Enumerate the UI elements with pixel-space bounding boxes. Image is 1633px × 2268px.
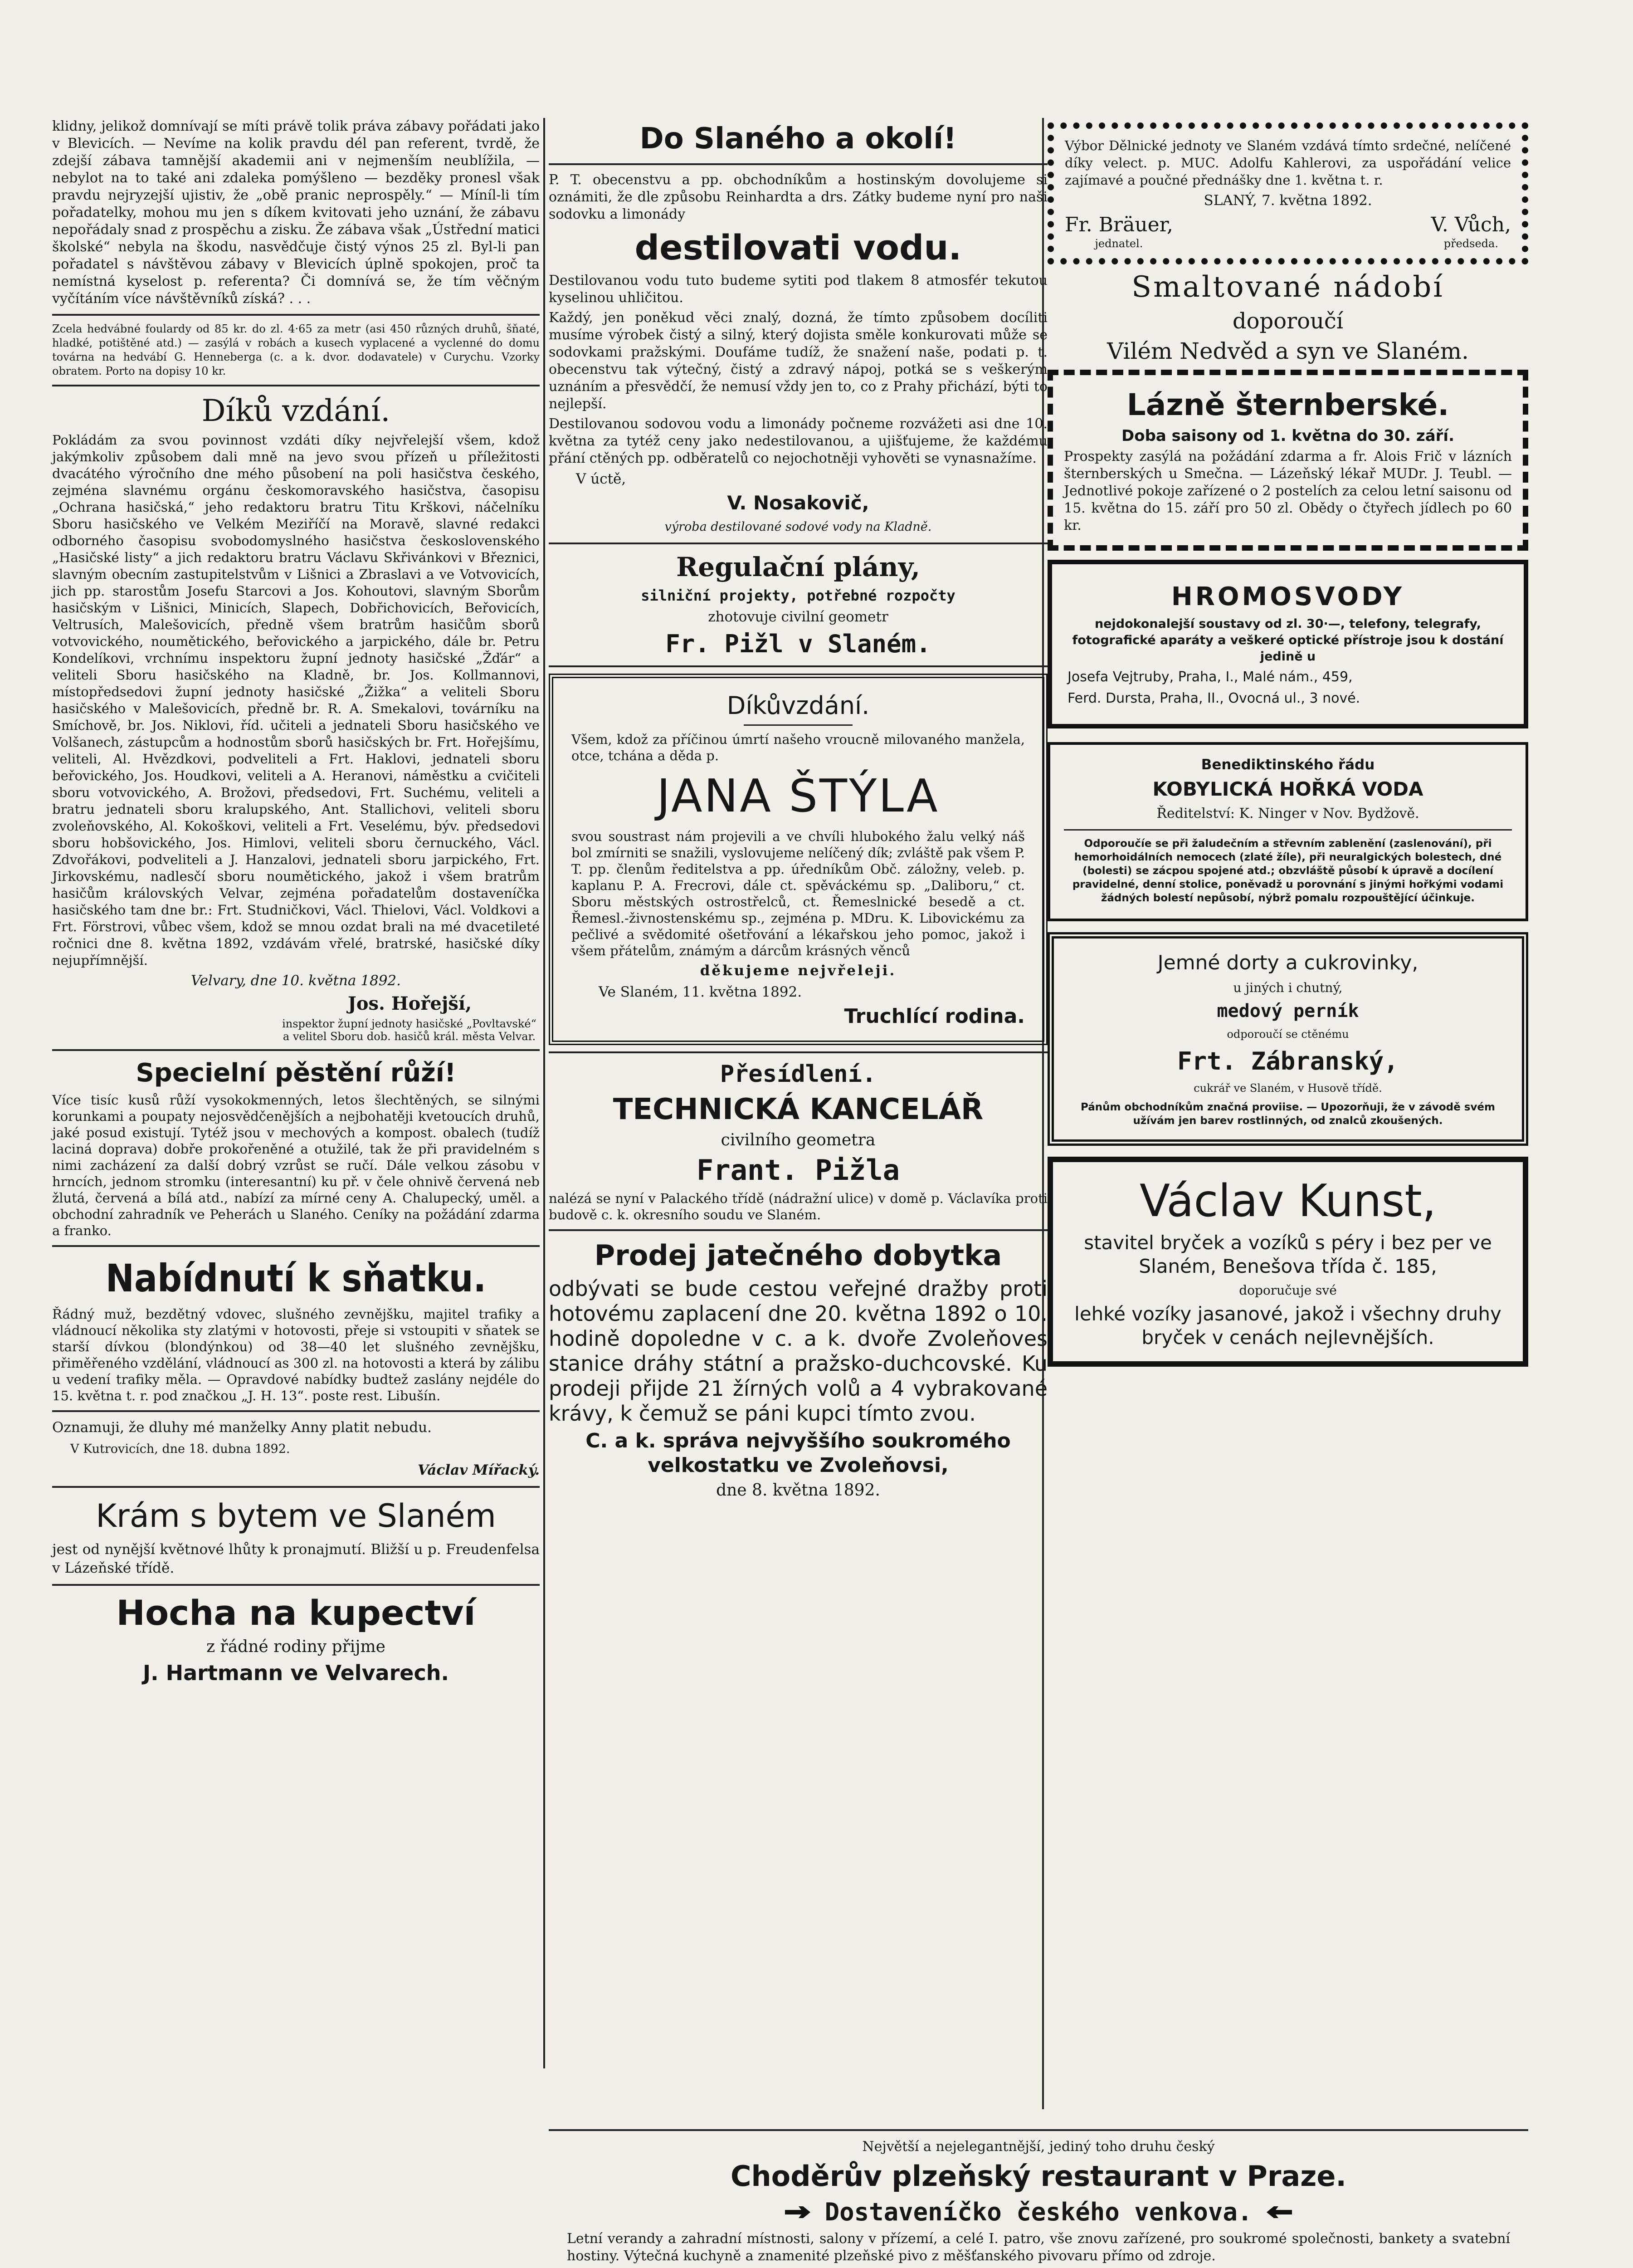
dorty-sub: u jiných i chutný, [1233,980,1343,995]
article-intro: klidny, jelikož domnívají se míti právě tolik práva zábavy pořádati jako v Blevicích. — Nevíme na kolik pravdu dél pan referent, tvrdě, že zdejší zábava tamnější akademii ani v nejmenším neublížila, — nebylot na to také ani zdaleka pomýšleno — bezděky pronesl však pravdu nejryzejší ujistiv, že „obě pranic neprospěly.“ — Míníl-li tím pořadatelky, mohou mu jen s díkem kvitovati jeho uznání, že zábavu nepořádaly snad z prospěchu a zisku. Že zábava však „Ústřední matici školské“ nebyla na škodu, nasvědčuje čistý výnos 25 zl. Byl-li pan pořadatel s návštěvou zábavy v Blevicích úplně spokojen, proč ta nemístná kyselost p. referenta? Či domnívá se, že tím věčným vyčítáním více návštěvníků získá? . . . [52,118,540,307]
kunst-box [1048,1157,1528,1367]
kunst-sub: stavitel bryček a vozíků s péry i bez per ve Slaném, Benešova třída č. 185, [1084,1232,1492,1277]
dobytek-title: Prodej jatečného dobytka [594,1239,1002,1272]
nadobi-title: Smaltované nádobí [1131,270,1444,304]
dluhy-text: Oznamuji, že dluhy mé manželky Anny platit nebudu. [52,1419,432,1436]
vybor-sig-2 [1431,213,1511,250]
column-rule [543,118,545,2068]
vybor-sig-2-role: předseda. [1443,237,1498,250]
snatek-text: Řádný muž, bezdětný vdovec, slušného zevnějšku, majitel trafiky a vládnoucí několika sty zlatými v hotovosti, přeje si vstoupiti v sňatek se starší dívkou (blondýnkou) od 38—40 let slušného zevnějšku, přiměřeného vzdělání, vládnoucí as 300 zl. na hotovosti a která by zálibu u vedení trafiky měla. — Opravdové nabídky budtež zaslány nejdéle do 15. května t. r. pod značkou „J. H. 13“. poste rest. Libušín. [52,1306,540,1403]
column-left [52,118,540,1688]
kancelar-text: nalézá se nyní v Palackého třídě (nádražní ulice) v domě p. Václavíka proti budově c. k. okresního soudu ve Slaném. [549,1191,1048,1222]
kunst-text: lehké vozíky jasanové, jakož i všechny druhy bryček v cenách nejlevnějších. [1074,1303,1501,1349]
hoch-title: Hocha na kupectví [116,1593,476,1633]
diky-text: Pokládám za svou povinnost vzdáti díky nejvřelejší všem, kdož jakýmkoliv způsobem dali mně na jevo svou přízeň u příležitosti dvacátého výročního dne mého působení na poli hasičstva českého, zejména slavnému orgánu českomoravského hasičstva, časopisu „Ochrana hasičská,“ jeho redaktoru bratru Titu Krškovi, náčelníku Sboru hasičského ve Velkém Meziříčí na Moravě, slavné redakci odborného časopisu svobodomyslného hasičstva československého „Hasičské listy“ a jich redaktoru bratru Václavu Skřivánkovi v Březnici, slavným obecním zastupitelstvům v Lišnici a Zbraslavi a ve Votvovicích, jich pp. starostům Josefu Starcovi a Jos. Kohoutovi, slavným Sborům hasičským v Lišnici, Minicích, Slapech, Dobřichovicích, Beřovicích, Veltrusích, Malešovicích, předně všem bratrům hasičům sborů votvovického, noumětického, beřovického a jarpického, dále br. Petru Kondelíkovi, vrchnímu inspektoru župní jednoty hasičské „Žďár“ a veliteli Sboru hasičského na Kladně, br. Jos. Kollmannovi, místopředsedovi župní jednoty hasičské „Žižka“ a veliteli Sboru hasičského v Malešovicích, předně br. R. A. Smekalovi, továrníku na Smíchově, br. Jos. Niklovi, říd. učiteli a jednateli Sboru hasičského ve Volšanech, zástupcům a hodnostům sborů hasičských br. Frt. Hořejšímu, veliteli, Al. Hvězdkovi, podveliteli a Frt. Haklovi, jednateli sboru beřovického, Jos. Houdkovi, veliteli a A. Heranovi, náměstku a cvičiteli sboru votvovického, A. Brožovi, předsedovi, Frt. Suchému, veliteli a bratru jednateli sboru kralupského, Ant. Stallichovi, veliteli sboru zvoleňovského, Al. Kokoškovi, veliteli a Frt. Veselému, býv. předsedovi sboru hobšovického, Jos. Himlovi, veliteli sboru černuckého, Václ. Zdvořákovi, podveliteli a J. Hanzalovi, jednateli sboru jarpického, Frt. Jirkovskému, nadlesčí sboru noumětického, jakož i všem bratrům hasičům královských Velvar, zejména pořadatelům dostaveníčka hasičského tam dne br.: Frt. Studničkovi, Václ. Thielovi, Václ. Voldkovi a Frt. Förstrovi, vůbec všem, kdož se mnou ozdat brali na mé dvacetileté ročnici dne 8. května 1892, vzdávám vřelé, bratrské, hasičské díky nejupřímnější. [52,432,540,968]
divider [1064,829,1512,831]
kancelar-title: Přesídlení. [720,1061,877,1088]
restaurant-sub [549,2197,1528,2228]
divider [52,1486,540,1488]
restaurant-ad [549,2123,1528,2268]
hrom-box [1048,560,1528,728]
voda-signature: V. Nosakovič, [727,492,869,514]
divider [549,665,1048,667]
divider [52,1584,540,1586]
voda2-title: KOBYLICKÁ HOŘKÁ VODA [1152,778,1423,800]
divider [549,2129,1528,2131]
vybor-signatures [1065,213,1511,250]
kancelar-name: Frant. Pižla [697,1154,900,1187]
divider [744,724,853,726]
pointing-hand-icon [1266,2205,1293,2219]
foulard-ad: Zcela hedvábné foulardy od 85 kr. do zl. 4·65 za metr (asi 450 různých druhů, šňaté, hladké, potištěné atd.) — zasýlá v robách a kusech vyplacené a vyclenné do domu továrna na hedvábí G. Henneberga (c. a k. dvor. dodavatele) v Curychu. Vzorky obratem. Porto na dopisy 10 kr. [52,323,540,377]
ruze-title: Specielní pěstění růží! [136,1058,456,1088]
restaurant-pre: Největší a nejelegantnější, jediný toho druhu český [862,2139,1215,2155]
column-middle [549,118,1048,1503]
hrom-text: nejdokonalejší soustavy od zl. 30·—, telefony, telegrafy, fotografické aparáty a veškeré optické přístroje jsou k dostání jedině u [1072,617,1504,664]
vybor-sig-1-role: jednatel. [1095,237,1143,250]
kunst-doporucuje: doporučuje své [1239,1283,1337,1298]
obit-title: Díkůvzdání. [726,691,870,720]
obit-text-1: Všem, kdož za příčinou úmrtí našeho vroucně milovaného manžela, otce, tchána a děda p. [571,732,1025,763]
voda-text-4: Destilovanou sodovou vodu a limonády počneme rozvážeti asi dne 10. května za tytéž ceny jako nedestilovanou, a ujišťujeme, že každému přání ctěných pp. odběratelů co nejochotněji vyhověti se vynasnažíme. [549,416,1048,466]
obit-thanks: děkujeme nejvřeleji. [700,963,897,979]
dobytek-date: dne 8. května 1892. [716,1481,880,1500]
snatek-title: Nabídnutí k sňatku. [105,1256,487,1300]
dobytek-text: odbývati se bude cestou veřejné dražby proti hotovému zaplacení dne 20. května 1892 o 10. hodině dopoledne v c. a k. dvoře Zvoleňoves stanice dráhy státní a pražsko-duchcovské. Ku prodeji přijde 21 žírných volů a 4 vybrakované krávy, k čemuž se páni kupci tímto zvou. [549,1276,1048,1426]
dorty-pernik: medový perník [1217,1001,1359,1022]
dorty-role: cukrář ve Slaném, v Husově třídě. [1194,1082,1382,1095]
restaurant-text: Letní verandy a zahradní místnosti, salony v přízemí, a celé I. patro, vše znovu zařízené, pro soukromé společnosti, bankety a svatební hostiny. Výtečná kuchyně a znamenité plzeňské pivo z měšťanského pivovaru přímo od zdroje. [567,2231,1510,2264]
ruze-text: Více tisíc kusů růží vysokokmenných, letos šlechtěných, se silnými korunkami a poupaty nejosvědčenějších a nejbohatěji kvetoucích druhů, jaké posud existují. Tytéž jsou v mechových a kompost. obalech (tudíž laciná doprava) dobře prokořeněné a otužilé, tak že při pravidelném s nimi zacházení za další dobrý vzrůst se ručí. Dále velkou zásobu v hrncích, jednom stromku (interesantní) ku př. v čele ohnivě červená neb žlutá, červená a bílá atd., nabízí za mírné ceny A. Chalupecký, uměl. a obchodní zahradník ve Peherách u Slaného. Ceníky na požádání zdarma a franko. [52,1092,540,1238]
obit-signature: Truchlící rodina. [844,1005,1025,1028]
dluhy-place: V Kutrovicích, dne 18. dubna 1892. [70,1442,290,1456]
kram-title: Krám s bytem ve Slaném [96,1497,496,1535]
voda-text-2: Destilovanou vodu tuto budeme sytiti pod tlakem 8 atmosfér tekutou kyselinou uhličitou. [549,273,1048,306]
divider [52,385,540,386]
plany-signature: Fr. Pižl v Slaném. [665,630,931,658]
plany-title: Regulační plány, [676,552,920,582]
hoch-signature: J. Hartmann ve Velvarech. [143,1661,449,1685]
vybor-sig-2-name: V. Vůch, [1431,213,1511,236]
voda-text-1: P. T. obecenstvu a pp. obchodníkům a hostinským dovolujeme si oznámiti, že dle způsobu Reinhardta a drs. Zátky budeme nyní pro naši sodovku a limonády [549,172,1048,222]
diky-title: Díků vzdání. [201,393,390,428]
voda-signature-role: výroba destilované sodové vody na Kladně. [664,520,932,534]
divider [52,1245,540,1247]
diky-place: Velvary, dne 10. května 1892. [190,973,401,989]
diky-signature-role: inspektor župní jednoty hasičské „Povltavské“ a velitel Sboru dob. hasičů král. města Velvar. [282,1017,536,1043]
diky-signature: Jos. Hořejší, [347,993,472,1014]
voda2-sub: Ředitelství: K. Ninger v Nov. Bydžově. [1156,806,1419,821]
dorty-text: Pánům obchodníkům značná proviise. — Upozorňuji, že v závodě svém užívám jen barev rostlinných, od znalců zkoušených. [1081,1101,1495,1127]
vybor-place: SLANÝ, 7. května 1892. [1204,192,1372,209]
vybor-text: Výbor Dělnické jednoty ve Slaném vzdává tímto srdečné, nelíčené díky velect. p. MUC. Adolfu Kahlerovi, za uspořádání velice zajímavé a poučné přednášky dne 1. května t. r. [1065,138,1511,188]
plany-sub: silniční projekty, potřebné rozpočty [641,587,955,604]
kancelar-big: TECHNICKÁ KANCELÁŘ [613,1093,984,1126]
obit-text-2: svou soustrast nám projevili a ve chvíli hlubokého žalu velký náš bol zmírniti se snažili, vyslovujeme nelíčený dík; zvláště pak všem P. T. pp. členům ředitelstva a pp. úředníkům Obč. záložny, veleb. p. kaplanu P. A. Frecrovi, dále ct. spěváckému sp. „Daliboru,“ ct. Sboru městských ostrostřelců, ct. Řemeslnické besedě a ct. Řemesl.-živnostenskému sp., zejména p. MDru. K. Libovickému za pečlivé a svědomité ošetřování a lékařskou jeho pomoc, jakož i všem přátelům, známým a dárcům krásných věnců [571,829,1025,958]
divider [52,1049,540,1051]
obit-name: JANA ŠTÝLA [657,769,940,822]
voda2-text: Odporoučíe se při žaludečním a střevním zablenění (zaslenování), při hemorhoidálních nemocech (zlaté žíle), při neuralgických bolestech, dné (bolesti) se zácpou spojené atd.; obzvláště působí k úpravě a docílení pravidelné, denní stolice, poněvadž u porovnání s jinými hořkými vodami žádných bolestí nepůsobí, nýbrž pomalu rozpouštějící účinkuje. [1072,838,1504,904]
lazne-sub: Doba saisony od 1. května do 30. září. [1121,427,1455,445]
divider [549,1051,1048,1053]
voda2-pre: Benediktinského řádu [1201,757,1375,773]
vybor-box [1048,122,1528,264]
dobytek-signature: C. a k. správa nejvyššího soukromého velkostatku ve Zvoleňovsi, [585,1429,1011,1477]
kancelar-sub: civilního geometra [721,1131,876,1149]
divider [549,1229,1048,1231]
divider [52,314,540,316]
nadobi-text: doporoučí [1232,308,1344,334]
lazne-title: Lázně šternberské. [1126,387,1449,422]
divider [52,1410,540,1412]
hrom-title: HROMOSVODY [1171,582,1405,611]
dorty-name: Frt. Zábranský, [1177,1047,1399,1075]
kunst-title: Václav Kunst, [1139,1175,1437,1227]
hrom-address-2: Ferd. Dursta, Praha, II., Ovocná ul., 3 nové. [1068,690,1360,706]
dorty-doporucuje: odporoučí se ctěnému [1227,1028,1349,1041]
divider [549,163,1048,165]
nadobi-signature: Vilém Nedvěd a syn ve Slaném. [1107,338,1469,364]
kram-text: jest od nynější květnové lhůty k pronajmutí. Bližší u p. Freudenfelsa v Lázeňské třídě. [52,1541,540,1576]
hoch-text: z řádné rodiny přijme [206,1637,385,1656]
divider [549,543,1048,544]
dluhy-signature: Václav Mířacký. [418,1462,540,1478]
voda2-box [1048,742,1528,921]
restaurant-sub-text: Dostaveníčko českého venkova. [824,2198,1253,2226]
voda-big: destilovati vodu. [634,227,962,268]
hrom-address-1: Josefa Vejtruby, Praha, I., Malé nám., 459, [1068,669,1353,685]
lazne-box [1048,370,1528,551]
pointing-hand-icon [784,2205,811,2219]
restaurant-title: Choděrův plzeňský restaurant v Praze. [731,2160,1346,2193]
vybor-sig-1-name: Fr. Bräuer, [1065,213,1173,236]
voda-uctive: V úctě, [576,471,626,487]
lazne-text: Prospekty zasýlá na požádání zdarma a fr. Alois Frič v lázních šternberských u Smečna. — Lázeňský lékař MUDr. J. Teubl. — Jednotlivé pokoje zařízené o 2 postelích za celou letní saisonu od 15. května do 15. září pro 50 zl. Obědy o čtyřech jídlech po 60 kr. [1064,449,1512,533]
obit-place: Ve Slaném, 11. května 1892. [599,984,802,1000]
column-right [1048,118,1528,1371]
voda-title: Do Slaného a okolí! [639,122,957,156]
dorty-title: Jemné dorty a cukrovinky, [1157,951,1419,974]
vybor-sig-1 [1065,213,1173,250]
dorty-box [1048,932,1528,1146]
obituary-box [549,674,1048,1045]
voda-text-3: Každý, jen poněkud věci znalý, dozná, že tímto způsobem docíliti musíme výrobek čistý a silný, který dojista směle konkurovati může se sodovkami pražskými. Doufáme tudíž, že snažení naše, podati p. t. obecenstvu tak výtečný, čistý a zdravý nápoj, potká se s veškerým uznáním a přesvědčí, že nemusí vždy jen to, co z Prahy přichází, býti to nejlepší. [549,310,1048,412]
plany-by: zhotovuje civilní geometr [708,609,888,625]
